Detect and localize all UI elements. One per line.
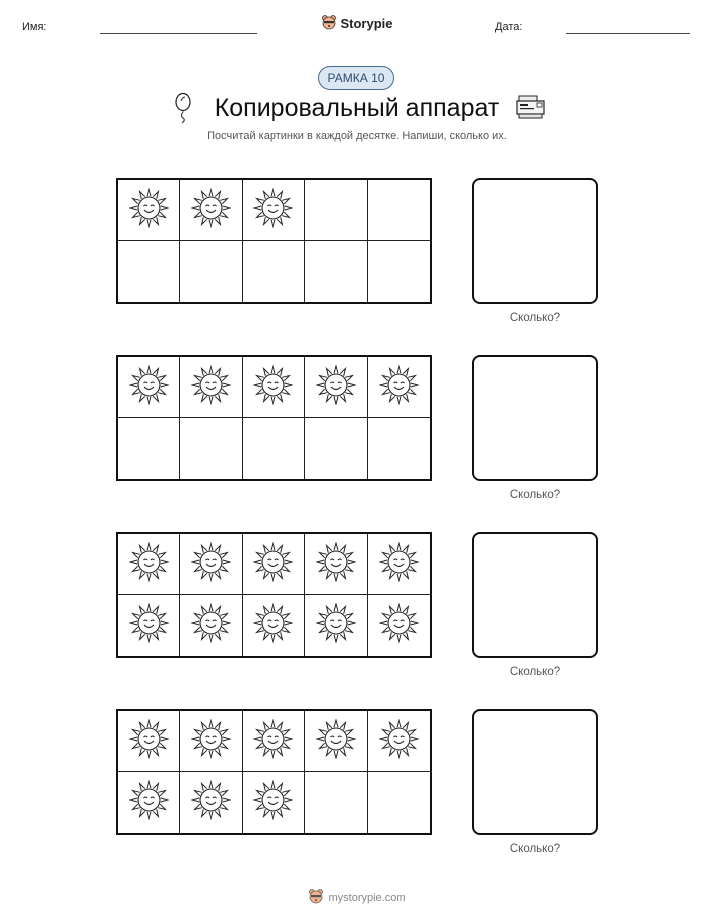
sun-icon [191,719,231,764]
answer-box-2[interactable] [472,355,598,481]
bear-icon [321,14,337,33]
sun-icon [253,719,293,764]
frame-cell [305,180,367,241]
brand-name: Storypie [340,16,393,31]
sun-icon [191,780,231,825]
sun-icon [379,603,419,648]
sun-icon [253,542,293,587]
date-line[interactable] [566,33,690,34]
sun-icon [129,603,169,648]
answer-prompt-4: Сколько? [509,843,561,855]
answer-box-4[interactable] [472,709,598,835]
frame-cell [118,595,180,656]
sun-icon [191,542,231,587]
frame-cell [305,418,367,479]
frame-cell [243,418,305,479]
answer-prompt-1: Сколько? [509,312,561,324]
frame-cell [305,595,367,656]
frame-cell [180,711,242,772]
sun-icon [316,365,356,410]
ten-frame-1 [116,178,432,304]
frame-cell [368,595,430,656]
frame-cell [118,772,180,833]
sun-icon [129,780,169,825]
frame-cell [118,711,180,772]
frame-cell [305,711,367,772]
frame-cell [118,357,180,418]
frame-cell [180,357,242,418]
page-title: Копировальный аппарат [214,94,500,122]
instructions: Посчитай картинки в каждой десятке. Напиши, сколько их. [207,130,507,142]
sun-icon [253,780,293,825]
sun-icon [379,365,419,410]
frame-cell [368,772,430,833]
ten-frame-4 [116,709,432,835]
frame-cell [243,357,305,418]
sun-icon [253,188,293,233]
frame-cell [368,357,430,418]
sun-icon [191,188,231,233]
frame-cell [243,180,305,241]
bear-icon [308,888,324,907]
frame-cell [243,711,305,772]
sun-icon [129,542,169,587]
frame-cell [180,595,242,656]
frame-cell [243,241,305,302]
frame-cell [368,534,430,595]
footer-site[interactable]: mystorypie.com [328,891,406,904]
frame-cell [180,180,242,241]
copier-icon [516,94,546,125]
frame-cell [368,241,430,302]
answer-prompt-2: Сколько? [509,489,561,501]
frame-cell [305,241,367,302]
frame-cell [305,772,367,833]
frame-cell [368,418,430,479]
ten-frame-3 [116,532,432,658]
sun-icon [129,188,169,233]
sun-icon [253,365,293,410]
sun-icon [379,542,419,587]
frame-cell [243,534,305,595]
sun-icon [316,542,356,587]
sun-icon [129,719,169,764]
sun-icon [191,603,231,648]
answer-box-3[interactable] [472,532,598,658]
frame-cell [368,180,430,241]
frame-cell [180,772,242,833]
frame-cell [368,711,430,772]
sun-icon [191,365,231,410]
level-badge: РАМКА 10 [318,66,394,90]
sun-icon [316,719,356,764]
sun-icon [379,719,419,764]
sun-icon [253,603,293,648]
frame-cell [305,534,367,595]
frame-cell [305,357,367,418]
ten-frame-2 [116,355,432,481]
frame-cell [180,534,242,595]
name-label: Имя: [22,21,47,33]
date-label: Дата: [495,21,523,33]
footer [0,888,714,907]
frame-cell [243,772,305,833]
name-line[interactable] [100,33,257,34]
frame-cell [118,241,180,302]
frame-cell [180,418,242,479]
sun-icon [316,603,356,648]
answer-box-1[interactable] [472,178,598,304]
frame-cell [118,180,180,241]
frame-cell [118,418,180,479]
frame-cell [118,534,180,595]
frame-cell [243,595,305,656]
answer-prompt-3: Сколько? [509,666,561,678]
brand-logo [0,14,714,33]
frame-cell [180,241,242,302]
sun-icon [129,365,169,410]
